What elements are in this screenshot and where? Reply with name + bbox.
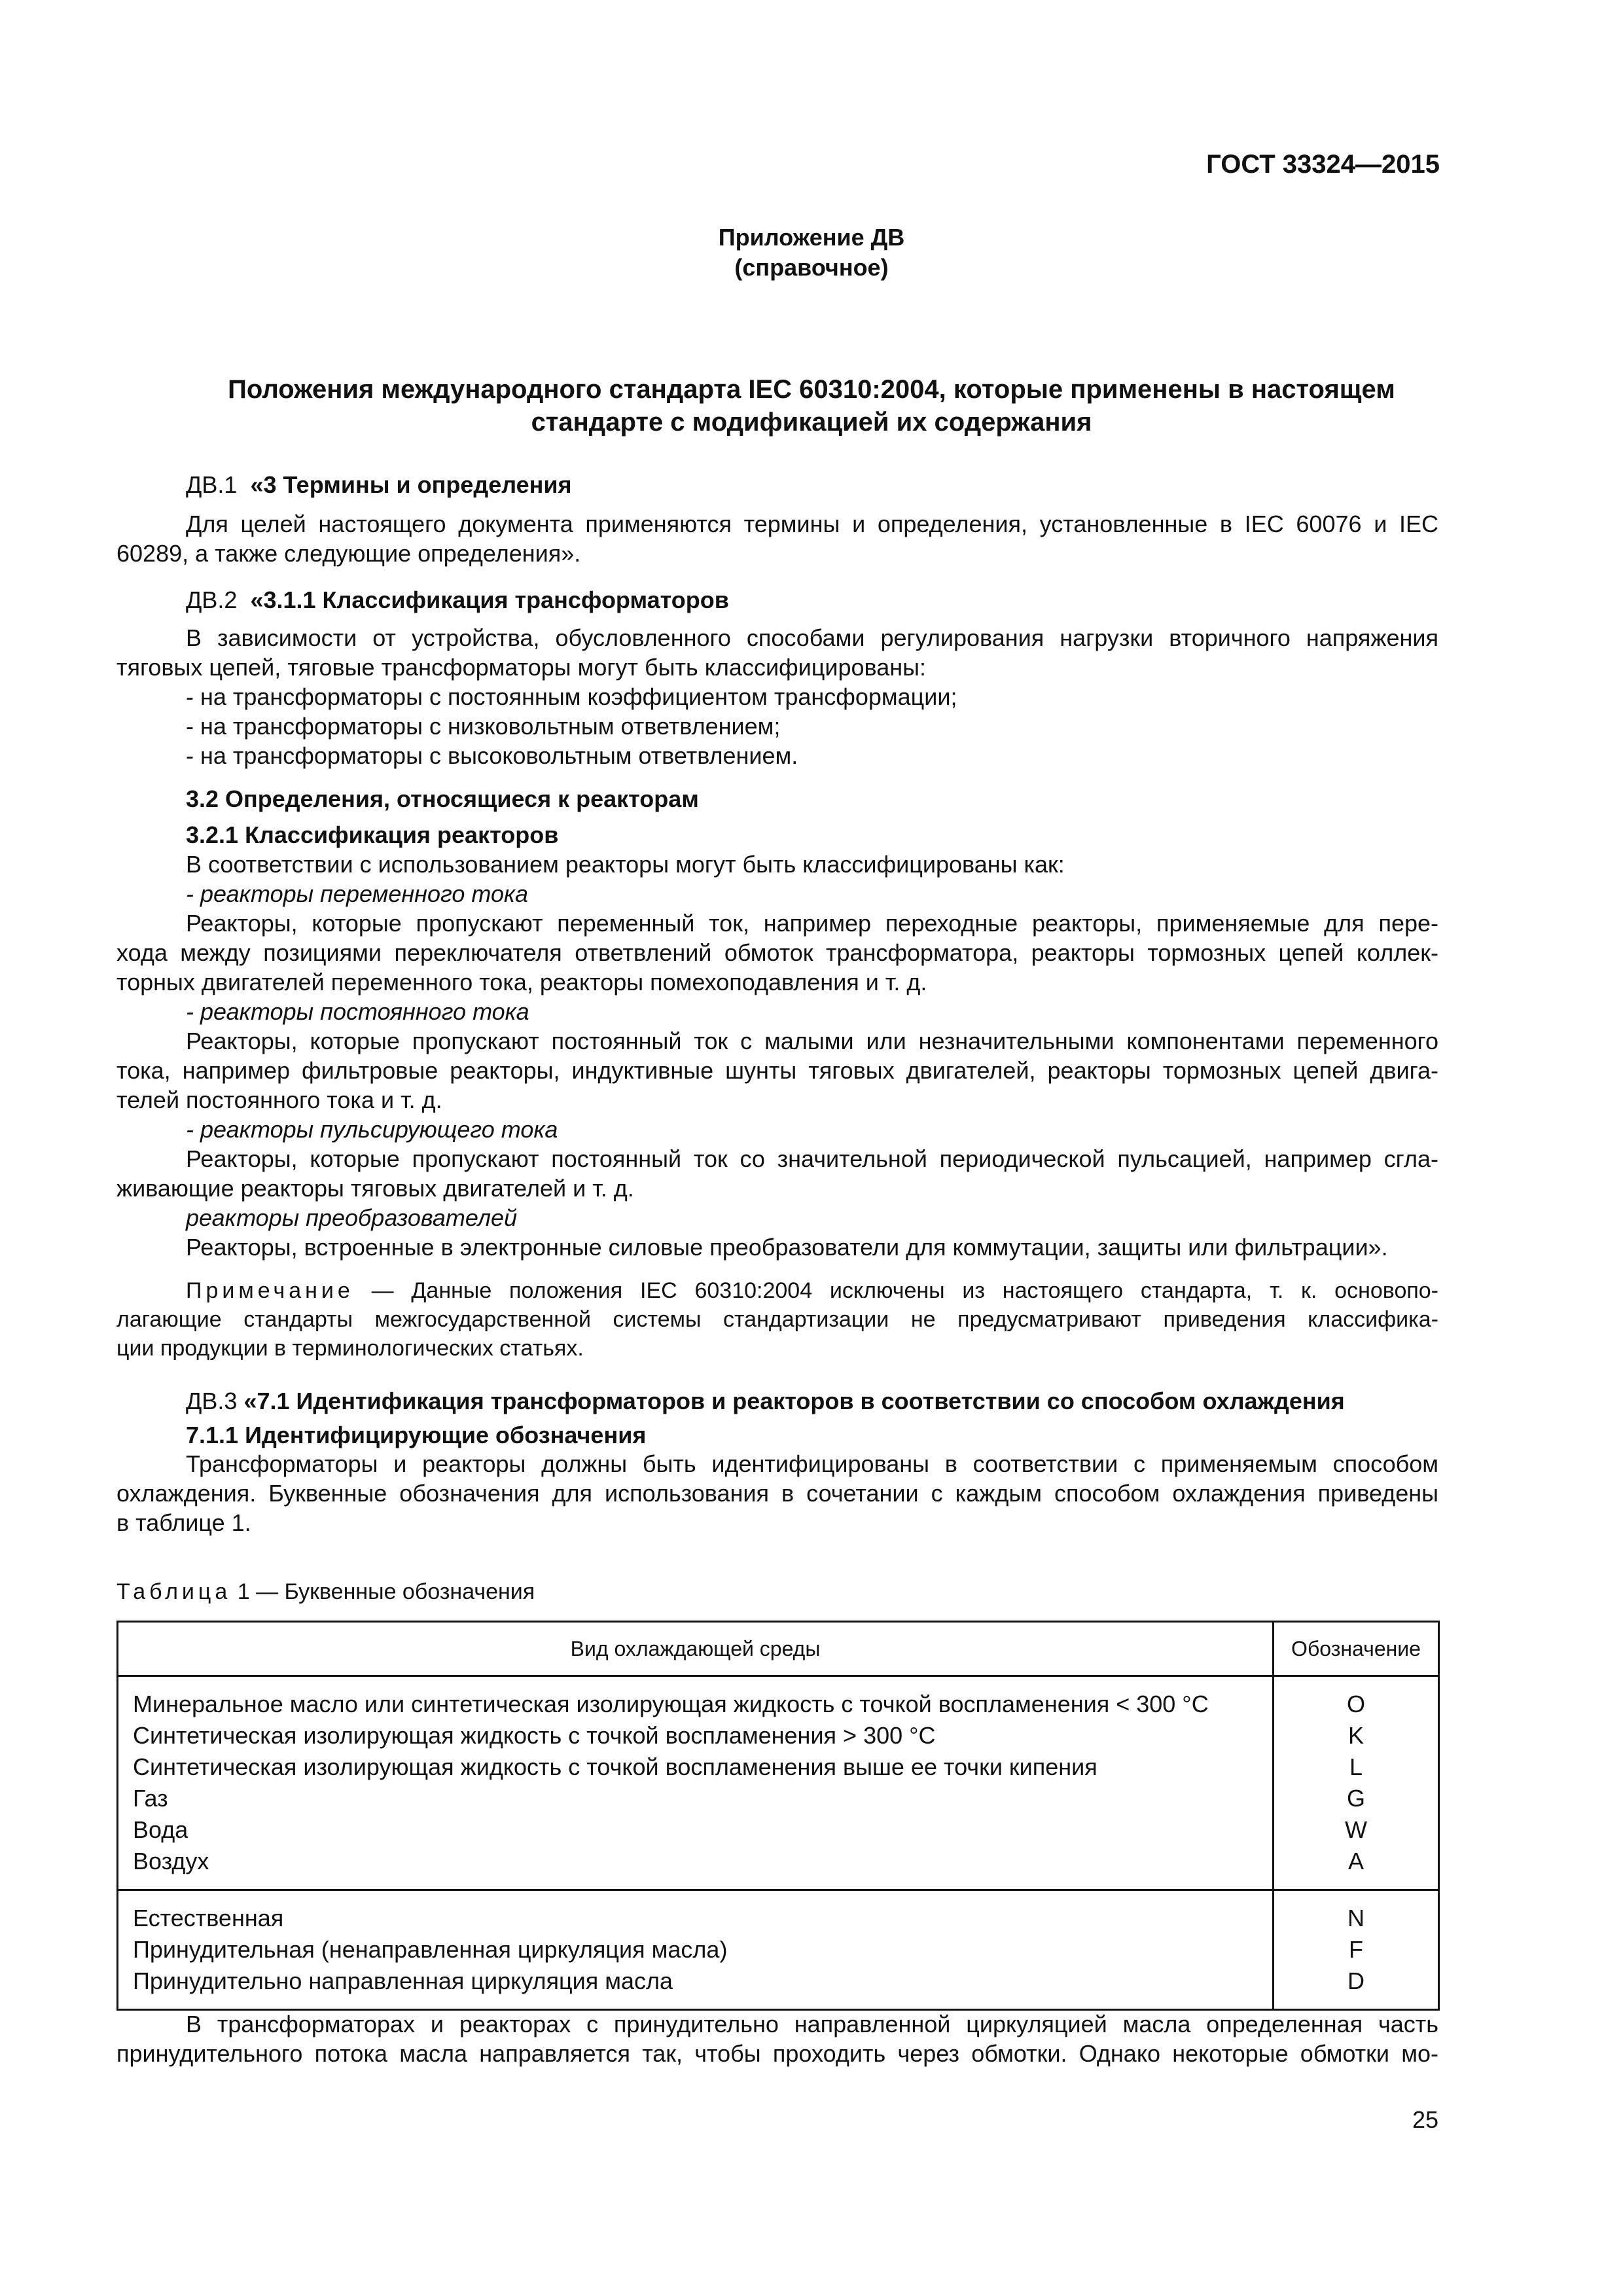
db1-heading [186,470,1438,499]
dc-text-line1: Реакторы, которые пропускают постоянный ток с малыми или незначительными компонентами переменного [186,1028,1438,1054]
medium-item: Синтетическая изолирующая жидкость с точкой воспламенения > 300 °C [133,1722,936,1749]
code-item: W [1345,1816,1367,1843]
medium-cell [118,1676,1274,1890]
table-caption-label: Таблица [116,1579,232,1604]
appendix-heading [0,223,1623,283]
code-item: G [1346,1785,1365,1812]
pulse-text-line1: Реакторы, которые пропускают постоянный ток со значительной периодической пульсацией, например сгла- [186,1145,1438,1172]
db2-list [186,682,1438,770]
ac-reactors-label: - реакторы переменного тока [186,880,528,907]
db2-paragraph [116,623,1438,682]
note-line1-text: — Данные положения IEC 60310:2004 исключены из настоящего стандарта, т. к. основопо- [353,1278,1438,1303]
code-item: F [1349,1936,1363,1963]
section-7-1-1-title: 7.1.1 Идентифицирующие обозначения [186,1422,647,1448]
db1-title: «3 Термины и определения [250,471,572,498]
db3-title: «7.1 Идентификация трансформаторов и реакторов в соответствии со способом охлаждения [243,1388,1345,1414]
note [116,1276,1438,1363]
section-heading-line1: Положения международного стандарта IEC 60310:2004, которые применены в настоящем [228,375,1395,404]
note-line1 [116,1276,1438,1305]
pulse-reactors-paragraph [116,1144,1438,1203]
list-item: - на трансформаторы с высоковольтным ответвлением. [186,742,798,769]
db1-text-line1: Для целей настоящего документа применяются термины и определения, установленные в IEC 60076 и IEC [186,511,1438,537]
converter-reactors-label: реакторы преобразователей [186,1204,518,1231]
table-caption [116,1577,535,1607]
code-item: O [1346,1691,1365,1717]
list-item: - на трансформаторы с постоянным коэффициентом трансформации; [186,683,957,710]
medium-item: Принудительно направленная циркуляция масла [133,1967,673,1994]
ac-text-line1: Реакторы, которые пропускают переменный ток, например переходные реакторы, применяемые для пере- [186,910,1438,937]
db3-paragraph [116,1449,1438,1537]
note-line3: ции продукции в терминологических статьях. [116,1336,584,1361]
note-line2: лагающие стандарты межгосударственной системы стандартизации не предусматривают приведения классифика- [116,1307,1438,1332]
pulse-text-line2: живающие реакторы тяговых двигателей и т. д. [116,1175,634,1202]
appendix-subtitle: (справочное) [734,254,889,281]
code-item: N [1347,1905,1364,1931]
db2-heading [186,585,1438,615]
col-header-code: Обозначение [1274,1622,1439,1676]
table-header-row [118,1622,1439,1676]
db2-number: ДВ.2 [186,586,238,613]
db1-text-line2: 60289, а также следующие определения». [116,540,581,567]
section-3-2-1-intro: В соответствии с использованием реакторы могут быть классифицированы как: [186,851,1065,878]
list-item: - на трансформаторы с низковольтным ответвлением; [186,713,781,740]
table-row-group-circulation [118,1890,1439,2010]
ac-text-line2: хода между позициями переключателя ответвлений обмоток трансформатора, реакторы тормозных цепей коллек- [116,939,1438,966]
db3-text-line3: в таблице 1. [116,1509,251,1536]
medium-item: Воздух [133,1848,209,1874]
dc-reactors-label: - реакторы постоянного тока [186,998,529,1025]
db3-heading [186,1386,1438,1416]
dc-reactors-paragraph [116,1026,1438,1115]
code-item: L [1349,1753,1363,1780]
db3-text-line2: охлаждения. Буквенные обозначения для использования в сочетании с каждым способом охлаждения приведены [116,1480,1438,1507]
db1-number: ДВ.1 [186,471,238,498]
cooling-designation-table [116,1621,1440,2011]
ac-reactors-paragraph [116,908,1438,997]
code-cell [1274,1890,1439,2010]
page-number: 25 [1412,2106,1438,2133]
db3-number: ДВ.3 [186,1388,238,1414]
table-row-group-medium [118,1676,1439,1890]
table-caption-text: 1 — Буквенные обозначения [231,1579,535,1604]
final-paragraph [116,2009,1438,2068]
final-line2: принудительного потока масла направляется так, чтобы проходить через обмотки. Однако некоторые обмотки мо- [116,2040,1438,2067]
section-heading-line2: стандарте с модификацией их содержания [531,408,1092,437]
code-item: D [1347,1967,1364,1994]
db2-text-line2: тяговых цепей, тяговые трансформаторы могут быть классифицированы: [116,654,927,681]
section-3-2-title: 3.2 Определения, относящиеся к реакторам [186,785,699,812]
pulse-reactors-label: - реакторы пульсирующего тока [186,1116,558,1143]
section-heading [0,373,1623,439]
medium-item: Синтетическая изолирующая жидкость с точкой воспламенения выше ее точки кипения [133,1753,1097,1780]
converter-reactors-text: Реакторы, встроенные в электронные силовые преобразователи для коммутации, защиты или фильтрации». [186,1234,1388,1261]
appendix-title: Приложение ДВ [718,224,905,251]
section-3-2-1-title: 3.2.1 Классификация реакторов [186,821,559,848]
db2-text-line1: В зависимости от устройства, обусловленного способами регулирования нагрузки вторичного напряжения [186,624,1438,651]
col-header-medium: Вид охлаждающей среды [118,1622,1274,1676]
ac-text-line3: торных двигателей переменного тока, реакторы помехоподавления и т. д. [116,969,927,996]
medium-cell [118,1890,1274,2010]
document-number: ГОСТ 33324—2015 [1206,150,1440,179]
medium-item: Газ [133,1785,168,1812]
db2-title: «3.1.1 Классификация трансформаторов [250,586,729,613]
dc-text-line2: тока, например фильтровые реакторы, индуктивные шунты тяговых двигателей, реакторы тормозных цепей двига- [116,1057,1438,1084]
dc-text-line3: телей постоянного тока и т. д. [116,1086,442,1113]
code-item: K [1347,1722,1364,1749]
db3-text-line1: Трансформаторы и реакторы должны быть идентифицированы в соответствии с применяемым способом [186,1450,1438,1477]
db1-paragraph [116,509,1438,568]
code-cell [1274,1676,1439,1890]
medium-item: Принудительная (ненаправленная циркуляция масла) [133,1936,728,1963]
final-line1: В трансформаторах и реакторах с принудительно направленной циркуляцией масла определенная часть [186,2011,1438,2037]
medium-item: Естественная [133,1905,284,1931]
medium-item: Вода [133,1816,188,1843]
note-label: Примечание [186,1278,354,1303]
medium-item: Минеральное масло или синтетическая изолирующая жидкость с точкой воспламенения < 300 °C [133,1691,1209,1717]
code-item: A [1347,1848,1364,1874]
